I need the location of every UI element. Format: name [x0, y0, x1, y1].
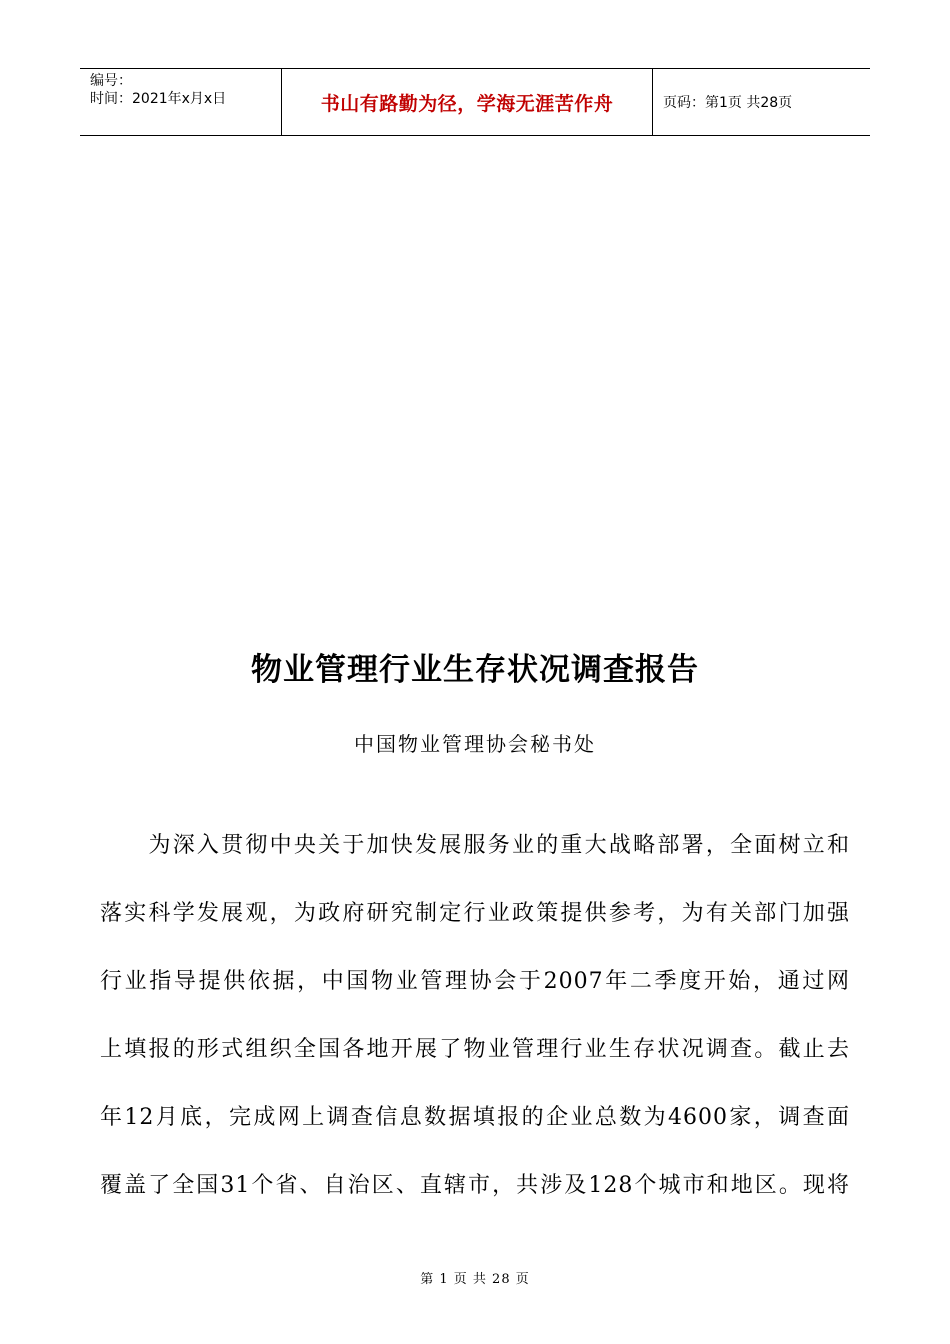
document-title: 物业管理行业生存状况调查报告 [251, 652, 699, 688]
document-date-label: 时间：2021年x月x日 [90, 91, 227, 107]
document-number-label: 编号： [90, 73, 132, 89]
header-page-info: 页码：第1页 共28页 [663, 95, 793, 111]
header-motto-cell [282, 69, 653, 135]
body-paragraph [100, 812, 850, 1220]
paragraph-line: 行业指导提供依据，中国物业管理协会于2007年二季度开始，通过网 [100, 969, 850, 994]
paragraph-line: 覆盖了全国31个省、自治区、直辖市，共涉及128个城市和地区。现将 [100, 1173, 850, 1198]
paragraph-line: 为深入贯彻中央关于加快发展服务业的重大战略部署，全面树立和 [100, 833, 850, 858]
header-motto: 书山有路勤为径，学海无涯苦作舟 [320, 92, 614, 115]
header-page-cell [653, 69, 870, 135]
document-subtitle: 中国物业管理协会秘书处 [354, 732, 596, 756]
page-header [80, 68, 870, 136]
paragraph-line: 上填报的形式组织全国各地开展了物业管理行业生存状况调查。截止去 [100, 1037, 850, 1062]
header-meta-cell [80, 69, 282, 135]
paragraph-line: 落实科学发展观，为政府研究制定行业政策提供参考，为有关部门加强 [100, 901, 850, 926]
paragraph-line: 年12月底，完成网上调查信息数据填报的企业总数为4600家，调查面 [100, 1105, 850, 1130]
page-footer: 第 1 页 共 28 页 [420, 1272, 530, 1287]
